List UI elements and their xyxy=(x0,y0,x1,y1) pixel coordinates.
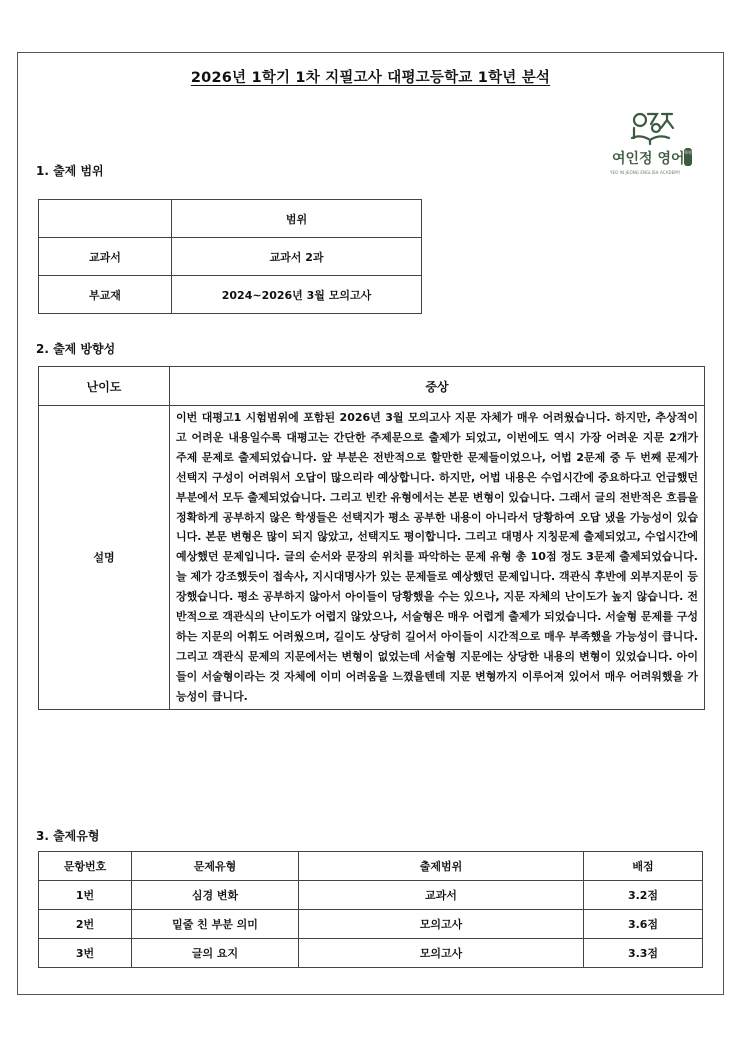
section-2-heading: 2. 출제 방향성 xyxy=(36,342,116,356)
table-row xyxy=(39,238,422,276)
table-row xyxy=(39,406,705,710)
table-header-row xyxy=(39,852,703,881)
open-book-logo-icon xyxy=(596,108,706,148)
row-label: 부교재 xyxy=(39,276,172,314)
row-value: 2024~2026년 3월 모의고사 xyxy=(172,276,422,314)
difficulty-label: 난이도 xyxy=(39,367,170,406)
table-row xyxy=(39,910,703,939)
document-title xyxy=(18,66,723,87)
scope-table xyxy=(38,199,422,314)
table-header-row xyxy=(39,367,705,406)
section-3-heading: 3. 출제유형 xyxy=(36,829,100,843)
table-row xyxy=(39,939,703,968)
question-type: 밑줄 친 부분 의미 xyxy=(132,910,299,939)
logo-subtitle: YEO IN JEONG ENGLISH ACADEMY xyxy=(610,170,681,175)
column-header: 출제범위 xyxy=(299,852,584,881)
question-points: 3.2점 xyxy=(584,881,703,910)
academy-logo xyxy=(596,108,706,188)
table-header-row xyxy=(39,200,422,238)
question-source: 모의고사 xyxy=(299,910,584,939)
header-scope: 범위 xyxy=(172,200,422,238)
question-type: 글의 요지 xyxy=(132,939,299,968)
section-1-heading: 1. 출제 범위 xyxy=(36,164,104,178)
question-number: 3번 xyxy=(39,939,132,968)
header-empty-cell xyxy=(39,200,172,238)
row-value: 교과서 2과 xyxy=(172,238,422,276)
question-type: 심경 변화 xyxy=(132,881,299,910)
row-label: 교과서 xyxy=(39,238,172,276)
question-points: 3.6점 xyxy=(584,910,703,939)
logo-badge: 학원 xyxy=(684,148,692,166)
question-source: 교과서 xyxy=(299,881,584,910)
logo-name: 여인정 영어 xyxy=(612,151,685,167)
table-row xyxy=(39,276,422,314)
question-number: 1번 xyxy=(39,881,132,910)
direction-table xyxy=(38,366,705,710)
question-type-table xyxy=(38,851,703,968)
question-source: 모의고사 xyxy=(299,939,584,968)
document-title-text: 2026년 1학기 1차 지필고사 대평고등학교 1학년 분석 xyxy=(190,70,551,86)
column-header: 문제유형 xyxy=(132,852,299,881)
table-row xyxy=(39,881,703,910)
description-label: 설명 xyxy=(39,406,170,710)
description-text: 이번 대평고1 시험범위에 포함된 2026년 3월 모의고사 지문 자체가 매우 어려웠습니다. 하지만, 추상적이고 어려운 내용일수록 대평고는 간단한 주제문으로 출제가 되었고, 이번에도 역시 가장 어려운 지문 2개가 주제 문제로 출제되었습니다. 앞 부분은 전반적으로 할만한 문제들이었으나, 어법 2문제 중 두 번째 문제가 선택지 구성이 어려워서 오답이 많으리라 예상합니다. 하지만, 어법 내용은 수업시간에 중요하다고 언급했던 부분에서 모두 출제되었습니다. 그리고 빈칸 유형에서는 본문 변형이 있습니다. 그래서 글의 전반적은 흐름을 정확하게 공부하지 않은 학생들은 선택지가 평소 공부한 내용이 아니라서 당황하여 오답 냈을 가능성이 있습니다. 본문 변형은 많이 되지 않았고, 선택지도 평이합니다. 그리고 대명사 지칭문제 출제되었고, 수업시간에 예상했던 문제입니다. 글의 순서와 문장의 위치를 파악하는 문제 유형 총 10점 정도 3문제 출제되었습니다. 늘 제가 강조했듯이 접속사, 지시대명사가 있는 문제들로 예상했던 문제입니다. 객관식 후반에 외부지문이 등장했습니다. 평소 공부하지 않아서 아이들이 당황했을 수는 있으나, 지문 자체의 난이도가 높지 않습니다. 전반적으로 객관식의 난이도가 어렵지 않았으나, 서술형은 매우 어렵게 출제가 되었습니다. 서술형 문제를 구성하는 지문의 어휘도 어려웠으며, 길이도 상당히 길어서 아이들이 시간적으로 매우 부족했을 가능성이 큽니다. 그리고 객관식 문제의 지문에서는 변형이 없었는데 서술형 지문에는 상당한 내용의 변형이 있었습니다. 아이들이 서술형이라는 것 자체에 이미 어려움을 느꼈을텐데 지문 변형까지 이루어져 있어서 매우 어려워했을 가능성이 큽니다. xyxy=(170,406,705,710)
column-header: 문항번호 xyxy=(39,852,132,881)
question-number: 2번 xyxy=(39,910,132,939)
column-header: 배점 xyxy=(584,852,703,881)
difficulty-value: 중상 xyxy=(170,367,705,406)
question-points: 3.3점 xyxy=(584,939,703,968)
